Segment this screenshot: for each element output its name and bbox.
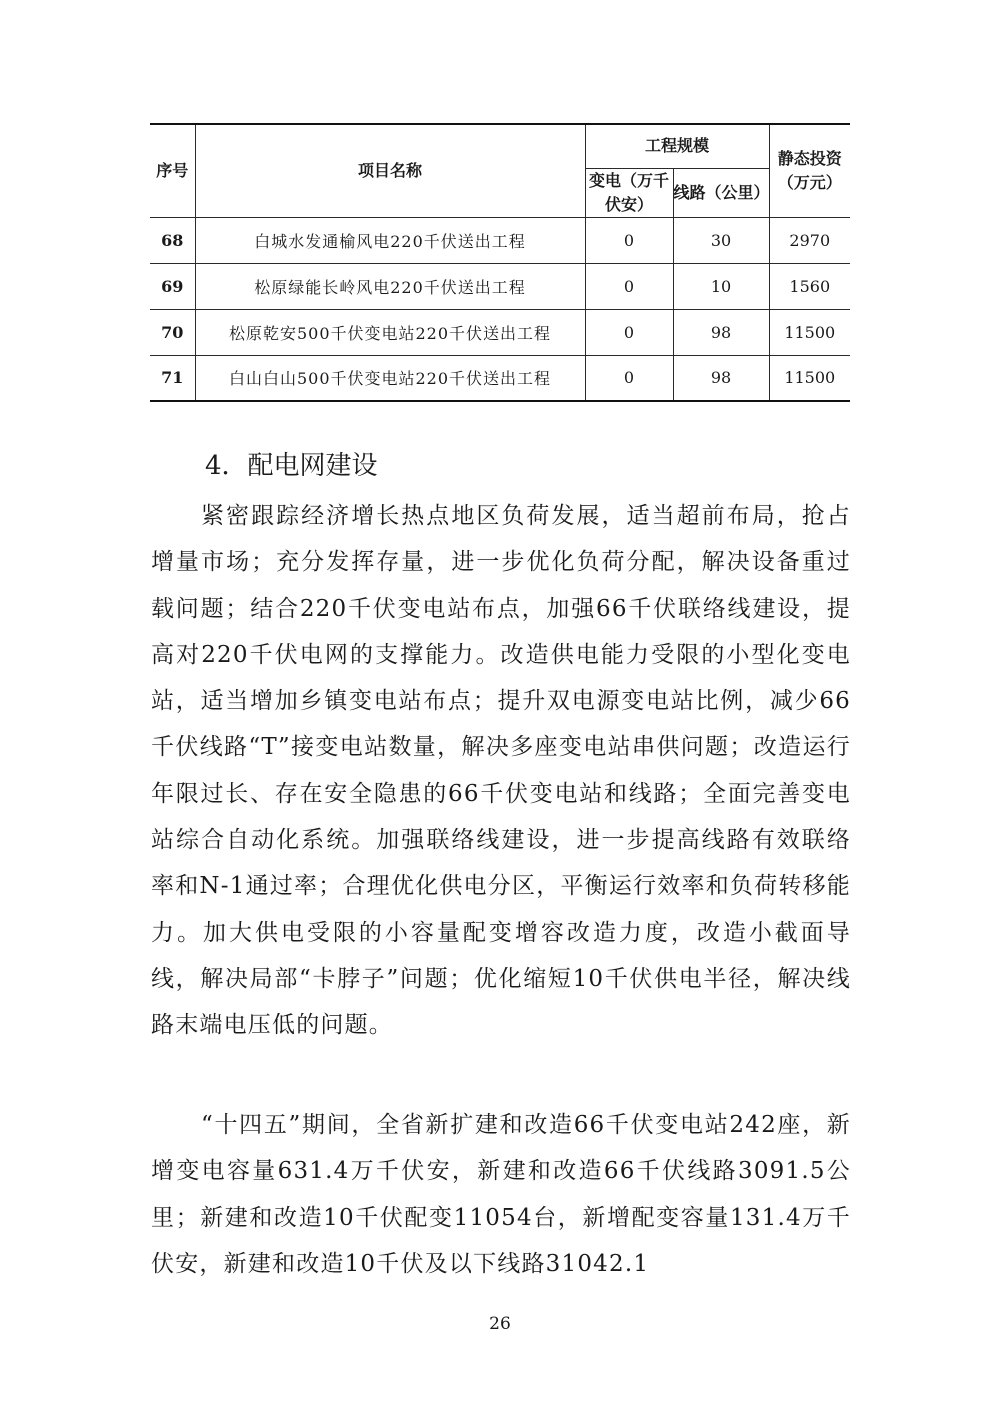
row-transform: 0 [585, 309, 673, 355]
row-transform: 0 [585, 263, 673, 309]
section-heading: 4．配电网建设 [205, 451, 378, 481]
project-table [150, 123, 850, 402]
row-index: 71 [150, 355, 195, 401]
row-line: 10 [673, 263, 769, 309]
table-row [150, 263, 850, 309]
row-line: 30 [673, 217, 769, 263]
row-name: 白城水发通榆风电220千伏送出工程 [195, 217, 585, 263]
body-paragraph: 紧密跟踪经济增长热点地区负荷发展，适当超前布局，抢占增量市场；充分发挥存量，进一步优化负荷分配，解决设备重过载问题；结合220千伏变电站布点，加强66千伏联络线建设，提高对220千伏电网的支撑能力。改造供电能力受限的小型化变电站，适当增加乡镇变电站布点；提升双电源变电站比例，减少66千伏线路“T”接变电站数量，解决多座变电站串供问题；改造运行年限过长、存在安全隐患的66千伏变电站和线路；全面完善变电站综合自动化系统。加强联络线建设，进一步提高线路有效联络率和N-1通过率；合理优化供电分区，平衡运行效率和负荷转移能力。加大供电受限的小容量配变增容改造力度，改造小截面导线，解决局部“卡脖子”问题；优化缩短10千伏供电半径，解决线路末端电压低的问题。 [151, 503, 851, 1039]
row-investment: 11500 [769, 309, 850, 355]
row-transform: 0 [585, 355, 673, 401]
row-line: 98 [673, 309, 769, 355]
header-index: 序号 [150, 124, 195, 217]
body-paragraph: “十四五”期间，全省新扩建和改造66千伏变电站242座，新增变电容量631.4万千伏安，新建和改造66千伏线路3091.5公里；新建和改造10千伏配变11054台，新增配变容量131.4万千伏安，新建和改造10千伏及以下线路31042.1 [151, 1112, 851, 1277]
header-name: 项目名称 [195, 124, 585, 217]
row-index: 70 [150, 309, 195, 355]
table-row [150, 217, 850, 263]
header-transform: 变电（万千伏安） [585, 168, 673, 217]
header-line: 线路（公里） [673, 168, 769, 217]
row-name: 白山白山500千伏变电站220千伏送出工程 [195, 355, 585, 401]
row-transform: 0 [585, 217, 673, 263]
table-row [150, 309, 850, 355]
table-row [150, 355, 850, 401]
row-investment: 1560 [769, 263, 850, 309]
header-scale: 工程规模 [585, 124, 769, 168]
row-name: 松原绿能长岭风电220千伏送出工程 [195, 263, 585, 309]
page-number: 26 [489, 1314, 511, 1334]
row-line: 98 [673, 355, 769, 401]
row-index: 68 [150, 217, 195, 263]
header-investment: 静态投资（万元） [769, 124, 850, 217]
row-investment: 11500 [769, 355, 850, 401]
table-header-row [150, 124, 850, 168]
row-index: 69 [150, 263, 195, 309]
row-investment: 2970 [769, 217, 850, 263]
row-name: 松原乾安500千伏变电站220千伏送出工程 [195, 309, 585, 355]
